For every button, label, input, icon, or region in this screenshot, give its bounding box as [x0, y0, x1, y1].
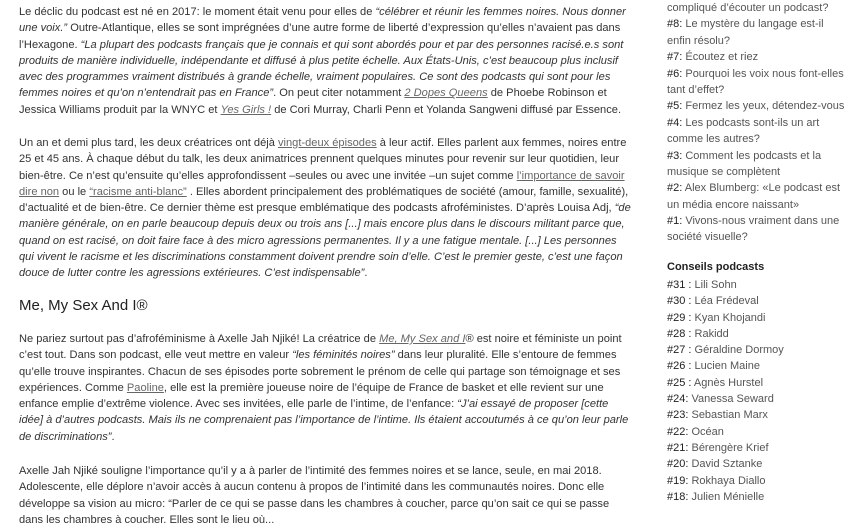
paragraph-4	[19, 463, 633, 528]
item-label: compliqué d’écouter un podcast?	[667, 2, 829, 14]
sidebar-link-item[interactable]	[667, 375, 845, 391]
item-label: Julien Ménielle	[688, 490, 765, 503]
item-label: enfin résolu?	[667, 34, 730, 47]
sidebar-link-item[interactable]	[667, 66, 845, 82]
section-heading: Me, My Sex And I®	[19, 297, 148, 314]
item-number: #29 :	[667, 311, 692, 324]
item-label: Lucien Maine	[691, 360, 760, 373]
item-label: Vivons-nous vraiment dans une	[682, 215, 840, 228]
link-vingt-deux-episodes[interactable]: vingt-deux épisodes	[278, 137, 377, 149]
text: à leur actif. Elles parlent aux femmes, noires entre 25 et 45 ans. À chaque début du talk, les deux animatrices prennent quelques minutes pour revenir sur leur quotidien, leur bien-être. Ce n’est qu’ensuite qu’elles approfondissent –seules ou avec une invitée –un sujet comme	[19, 137, 627, 182]
item-number: #6:	[667, 67, 683, 80]
text: . Elles abordent principalement des problématiques de société (amour, famille, sexualité), d’actualité et de bien-être. Ce dernier thème est presque emblématique des podcasts afroféministes. D’après Louisa Adj,	[19, 185, 629, 215]
item-label: Écoutez et riez	[682, 51, 759, 64]
item-label: Vanessa Seward	[688, 393, 774, 406]
item-label: un média encore naissant»	[667, 198, 800, 211]
item-label: société visuelle?	[667, 231, 748, 244]
item-label: Sebastian Marx	[688, 409, 768, 422]
episodes-list	[667, 0, 845, 246]
sidebar-link-item[interactable]	[667, 424, 845, 440]
item-label: Comment les podcasts et la	[682, 149, 822, 162]
item-label: Kyan Khojandi	[691, 311, 766, 324]
item-number: #30 :	[667, 295, 692, 308]
quote: “célébrer et réunir les femmes noires. Nous donner une voix.”	[19, 6, 626, 35]
item-number: #18:	[667, 490, 689, 503]
sidebar-link-item[interactable]	[667, 326, 845, 342]
sidebar-link-item[interactable]	[667, 213, 845, 229]
item-number: #20:	[667, 458, 689, 471]
item-number: #22:	[667, 425, 689, 438]
quote: “La plupart des podcasts français que je connais et qui sont abordés pour et par des personnes racisé.e.s sont produits de manière individuelle, indépendante et diffusé à plus petite échelle. Aux États-Unis, c’est beaucoup plus inclusif avec des programmes vraiment distribués à grande échelle, vraiment populaires. Ce sont des podcasts qui sont pour les femmes noires et qu’on n’entendrait pas en France”	[19, 38, 624, 100]
item-label: Lili Sohn	[691, 279, 737, 291]
link-savoir-dire-non[interactable]: l’importance de savoir dire non	[19, 169, 625, 198]
text: Outre-Atlantique, elles se sont imprégnées d’une autre forme de liberté d’expression qu’elles n’avaient pas dans l’Hexagone.	[19, 22, 621, 51]
item-label: Pourquoi les voix nous font-elles	[682, 67, 844, 80]
item-label: Bérengère Krief	[688, 441, 769, 454]
quote: “J’ai essayé de proposer [cette idée] à d’autres podcasts. Mais ils ne comprenaient pas l’importance de l’intime. Ils étaient accoutumés à ce qu’on leur parle de discriminations”	[19, 398, 629, 443]
item-number: #3:	[667, 149, 683, 162]
text: .	[364, 267, 368, 280]
conseils-list	[667, 277, 845, 505]
sidebar-link-item[interactable]	[667, 407, 845, 423]
item-number: #21:	[667, 441, 689, 454]
item-number: #25 :	[667, 376, 692, 389]
item-label: Agnès Hurstel	[691, 376, 764, 389]
item-number: #31 :	[667, 279, 692, 291]
sidebar-link-item[interactable]	[667, 342, 845, 358]
item-label: Rakidd	[691, 327, 729, 340]
text: de Phoebe Robinson et Jessica Williams produit par la WNYC et	[19, 87, 607, 116]
item-number: #7:	[667, 51, 683, 64]
sidebar-link-item[interactable]	[667, 277, 845, 293]
sidebar-link-item[interactable]	[667, 229, 845, 245]
text: . On peut citer notamment	[273, 87, 405, 100]
link-paoline[interactable]: Paoline	[126, 381, 164, 394]
link-2-dopes-queens[interactable]: 2 Dopes Queens	[404, 87, 488, 100]
text: ® est noire et féministe un point c’est tout. Dans son podcast, elle veut mettre en valeur	[19, 333, 622, 362]
sidebar-link-item[interactable]	[667, 310, 845, 326]
item-label: Océan	[688, 425, 724, 438]
conseils-title: Conseils podcasts	[667, 261, 765, 273]
paragraph-2	[19, 135, 633, 282]
sidebar-link-item[interactable]	[667, 473, 845, 489]
text: Un an et demi plus tard, les deux créatrices ont déjà	[19, 137, 278, 149]
sidebar-link-item[interactable]	[667, 148, 845, 164]
item-number: #4:	[667, 116, 683, 129]
item-label: David Sztanke	[688, 458, 763, 471]
sidebar-link-item[interactable]	[667, 98, 845, 114]
link-yes-girls[interactable]: Yes Girls !	[220, 103, 272, 116]
text: ou le	[59, 185, 90, 198]
item-number: #24:	[667, 393, 689, 406]
item-label: musique se complètent	[667, 165, 781, 178]
sidebar-link-item[interactable]	[667, 293, 845, 309]
item-number: #28 :	[667, 327, 692, 340]
item-label: Géraldine Dormoy	[691, 344, 784, 357]
text: dans leur pluralité. Elle s’entoure de femmes qu’elle trouve inspirantes. Chacun de ses épisodes porte sobrement le prénom de celle qui partage son témoignage et ses expériences. Comme	[19, 349, 621, 394]
sidebar-link-item[interactable]	[667, 456, 845, 472]
paragraph-3	[19, 331, 633, 445]
item-number: #23:	[667, 409, 689, 422]
sidebar-link-item[interactable]	[667, 16, 845, 32]
item-number: #1:	[667, 215, 683, 228]
sidebar-link-item[interactable]	[667, 49, 845, 65]
link-racisme-anti-blanc[interactable]: “racisme anti-blanc”	[89, 185, 187, 198]
item-number: #27 :	[667, 344, 692, 357]
quote: “de manière générale, on en parle beaucoup depuis deux ou trois ans [...] mais encore plus dans le discours militant parce que, quand on est racisé, on doit faire face à des micro agressions permanentes. Il y a une fatigue mentale. [...] Les personnes qui vivent le racisme et les discriminations constamment doivent prendre soin d’elle. C’est le premier geste, c’est une façon douce de lutter contre les agressions extérieures. C’est indispensable”	[19, 202, 631, 280]
paragraph-1	[19, 4, 633, 118]
sidebar-link-item[interactable]	[667, 180, 845, 196]
sidebar-link-item[interactable]	[667, 115, 845, 131]
item-number: #8:	[667, 18, 683, 31]
sidebar-link-item[interactable]	[667, 164, 845, 180]
item-number: #19:	[667, 474, 689, 487]
item-label: Fermez les yeux, détendez-vous	[682, 100, 845, 113]
item-number: #2:	[667, 182, 683, 195]
item-label: Le mystère du langage est-il	[682, 18, 824, 31]
sidebar-link-item[interactable]	[667, 197, 845, 213]
item-label: Les podcasts sont-ils un art	[682, 116, 820, 129]
item-label: Alex Blumberg: «Le podcast est	[682, 182, 841, 195]
sidebar-link-item[interactable]	[667, 358, 845, 374]
sidebar-link-item[interactable]	[667, 391, 845, 407]
sidebar-link-item[interactable]	[667, 0, 845, 16]
item-label: Léa Frédeval	[691, 295, 759, 308]
sidebar-link-item[interactable]	[667, 131, 845, 147]
item-number: #26 :	[667, 360, 692, 373]
item-label: comme les autres?	[667, 133, 760, 146]
text: de Cori Murray, Charli Penn et Yolanda Sangweni diffusé par Essence.	[271, 103, 622, 116]
quote: “les féminités noires”	[292, 349, 395, 362]
item-label: tant d’effet?	[667, 83, 725, 96]
sidebar-link-item[interactable]	[667, 440, 845, 456]
item-number: #5:	[667, 100, 683, 113]
item-label: Rokhaya Diallo	[688, 474, 766, 487]
sidebar-link-item[interactable]	[667, 33, 845, 49]
sidebar-link-item[interactable]	[667, 82, 845, 98]
text: Le déclic du podcast est né en 2017: le moment était venu pour elles de	[19, 6, 376, 18]
text: au micro: “Parler de ce qui se passe dans les chambres à coucher, parce qu’on sait ce qui se passe dans les chambres à coucher. Elles sont le lieu où...	[19, 497, 610, 526]
link-me-my-sex-and-i[interactable]: Me, My Sex and I	[379, 333, 466, 345]
text: Ne pariez surtout pas d’afroféminisme à Axelle Jah Njiké! La créatrice de	[19, 333, 380, 345]
text: Axelle Jah Njiké souligne l’importance qu’il y a à parler de l’intimité des femmes noires et se lance, seule, en mai 2018. Adolescente, elle déplore n’avoir accès à aucun contenu à propos de l’intimité dans les communautés noires. Donc elle développe sa vision	[19, 465, 605, 510]
text: .	[111, 430, 115, 443]
text: , elle est la première joueuse noire de l’équipe de France de basket et elle revient sur une enfance emplie d’extrême violence. Avec ses invitées, elle parle de l’intime, de l’enfance:	[19, 381, 604, 411]
